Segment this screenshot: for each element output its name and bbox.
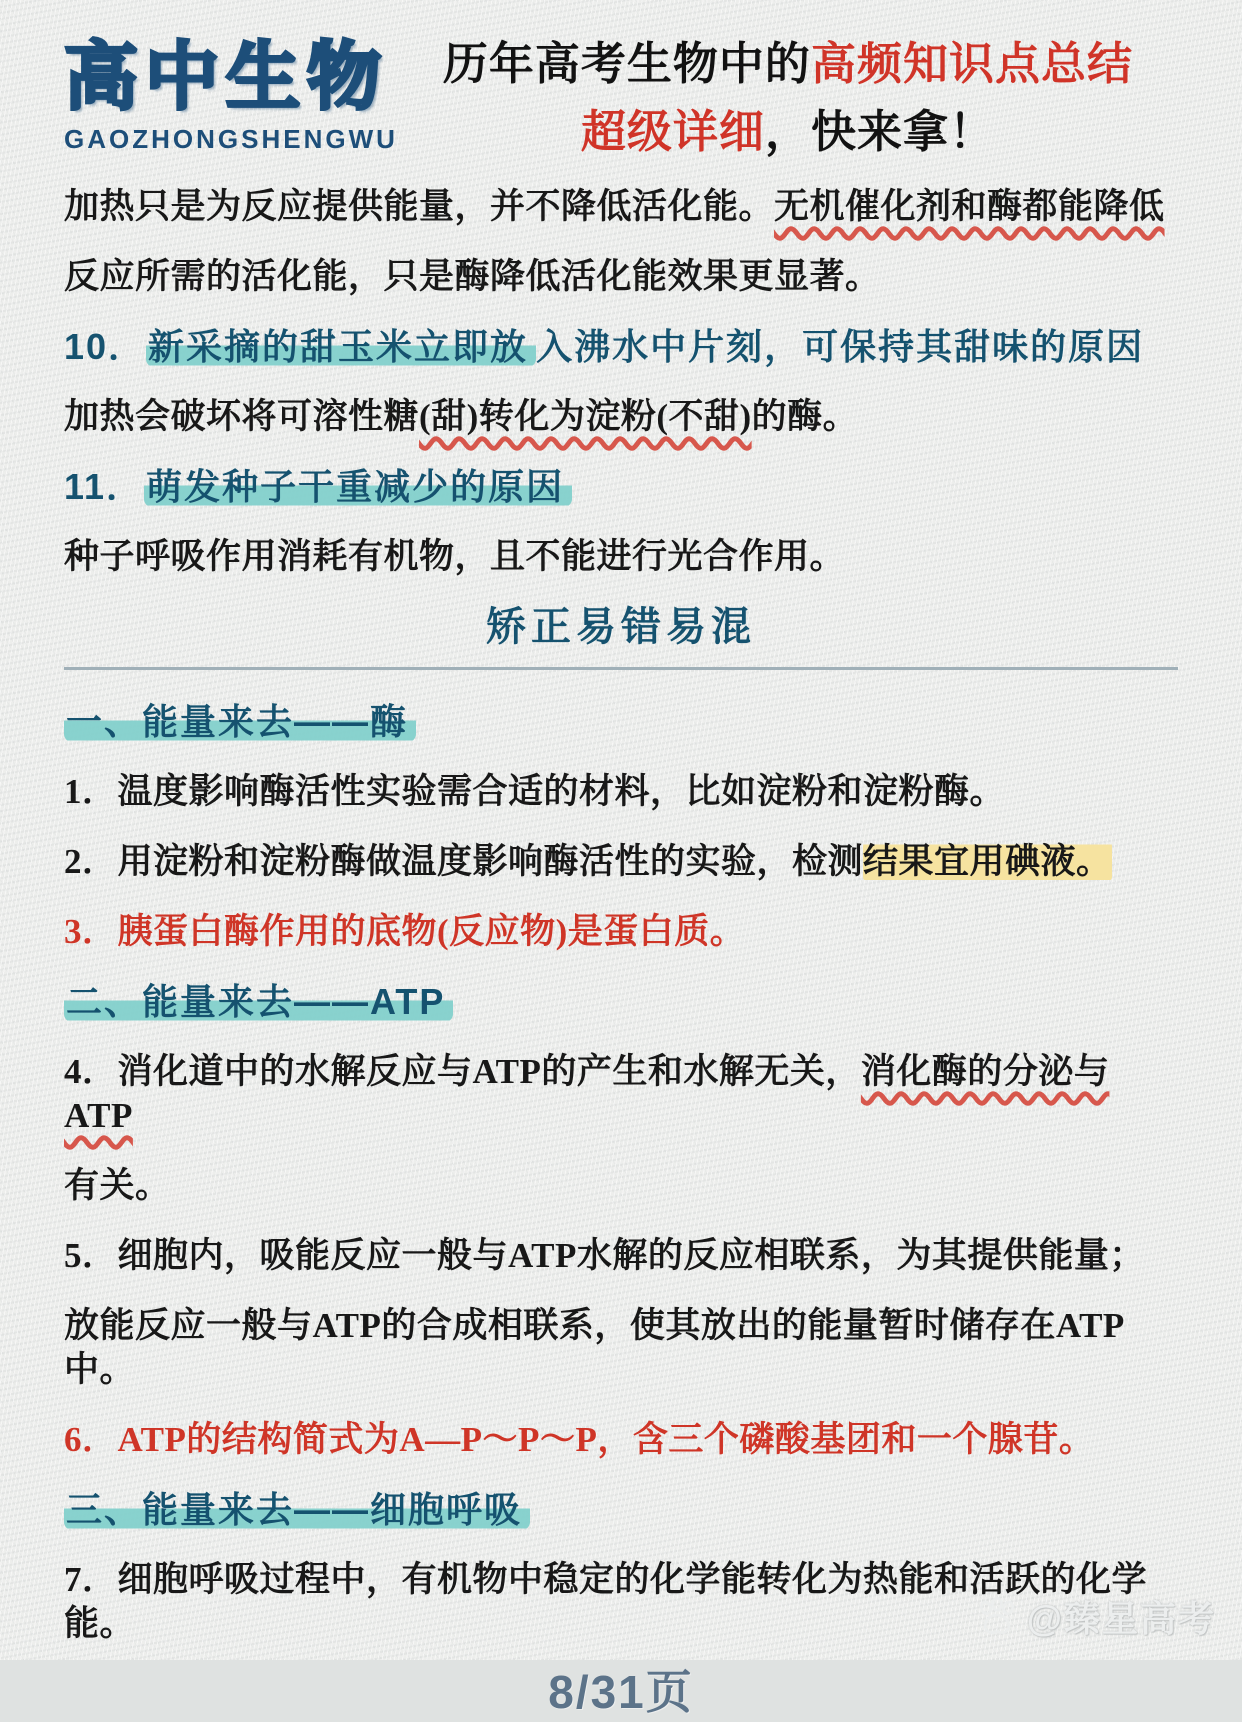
title-line2-red: 超级详细 <box>580 105 765 157</box>
heading-11-highlighted: 萌发种子干重减少的原因 <box>144 466 572 507</box>
title-line1-red: 高频知识点总结 <box>810 38 1133 89</box>
intro-text: 加热只是为反应提供能量，并不降低活化能。 <box>64 187 775 226</box>
heading-11-number: 11． <box>64 466 145 507</box>
item-2-text: 2．用淀粉和淀粉酶做温度影响酶活性的实验，检测 <box>64 842 864 881</box>
title-line-2 <box>398 98 1178 166</box>
title-line2-black: ，快来拿！ <box>764 105 995 157</box>
title-line-1 <box>398 30 1178 98</box>
item-4-text: 4．消化道中的水解反应与ATP的产生和水解无关， <box>64 1052 861 1091</box>
heading-10-highlighted: 新采摘的甜玉米立即放 <box>146 326 536 367</box>
intro-red-underlined-text: 无机催化剂和酶都能降低 <box>774 187 1165 226</box>
item-4-red-underlined: 消化酶的分泌与ATP <box>64 1052 1110 1135</box>
section-2-highlighted: 二、能量来去——ATP <box>64 981 453 1022</box>
header <box>64 26 1178 165</box>
item-1: 1．温度影响酶活性实验需合适的材料，比如淀粉和淀粉酶。 <box>64 772 1006 811</box>
item-2 <box>64 840 1178 884</box>
point-10-answer-a: 加热会破坏将可溶性糖 <box>64 397 420 436</box>
watermark-text: @臻星高考 <box>1026 1598 1216 1639</box>
heading-section-3 <box>64 1488 1178 1532</box>
item-7: 7．细胞呼吸过程中，有机物中稳定的化学能转化为热能和活跃的化学能。 <box>64 1560 1148 1643</box>
heading-section-1 <box>64 700 1178 744</box>
section-banner-title: 矫正易错易混 <box>486 605 756 649</box>
page-indicator: 8/31页 <box>548 1666 694 1718</box>
logo-pinyin-text: GAOZHONGSHENGWU <box>64 124 398 154</box>
page-title <box>398 26 1178 165</box>
item-6-red: 6．ATP的结构简式为A—P～P～P，含三个磷酸基团和一个腺苷。 <box>64 1420 1095 1459</box>
item-3-red: 3．胰蛋白酶作用的底物(反应物)是蛋白质。 <box>64 912 746 951</box>
section-1-highlighted: 一、能量来去——酶 <box>64 701 416 742</box>
title-line1-black: 历年高考生物中的 <box>442 38 811 89</box>
notes-content <box>64 185 1178 1646</box>
item-5-line-2: 放能反应一般与ATP的合成相联系，使其放出的能量暂时储存在ATP中。 <box>64 1306 1125 1389</box>
heading-point-11 <box>64 465 1178 509</box>
point-10-red-underlined: (甜)转化为淀粉(不甜) <box>419 397 752 436</box>
divider-line <box>64 667 1178 670</box>
heading-point-10 <box>64 325 1178 369</box>
heading-10-number: 10． <box>64 326 147 367</box>
item-4-line-1 <box>64 1050 1178 1138</box>
section-3-highlighted: 三、能量来去——细胞呼吸 <box>64 1489 530 1530</box>
logo-main-text: 高中生物 <box>64 35 388 118</box>
brand-logo <box>64 26 398 152</box>
point-11-answer: 种子呼吸作用消耗有机物，且不能进行光合作用。 <box>64 537 846 576</box>
item-4-line-2: 有关。 <box>64 1166 171 1205</box>
intro-paragraph-line-2: 反应所需的活化能，只是酶降低活化能效果更显著。 <box>64 257 881 296</box>
item-2-yellow-highlighted: 结果宜用碘液。 <box>863 842 1112 881</box>
point-10-answer-b: 的酶。 <box>751 397 859 436</box>
point-10-answer <box>64 395 1178 439</box>
item-5-line-1: 5．细胞内，吸能反应一般与ATP水解的反应相联系，为其提供能量； <box>64 1236 1145 1275</box>
intro-paragraph-line-1 <box>64 185 1178 229</box>
heading-10-rest: 入沸水中片刻，可保持其甜味的原因 <box>536 326 1145 367</box>
heading-section-2 <box>64 980 1178 1024</box>
